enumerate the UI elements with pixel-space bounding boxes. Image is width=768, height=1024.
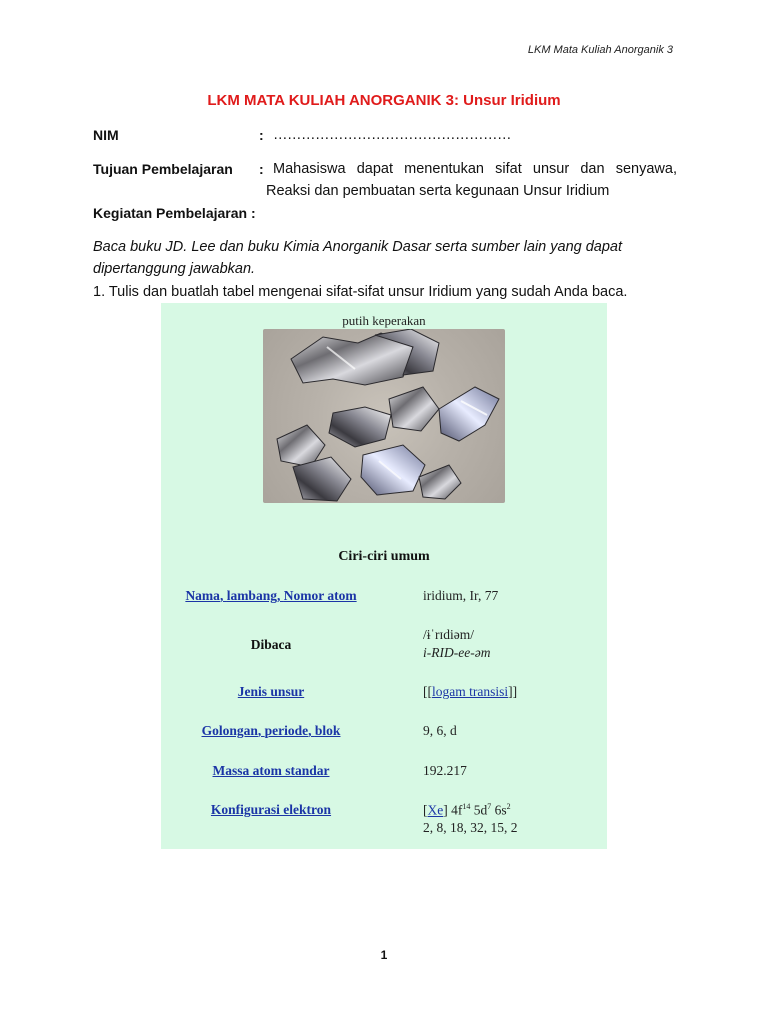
row-value-shells: 2, 8, 18, 32, 15, 2: [423, 820, 518, 835]
nim-colon: :: [259, 127, 264, 143]
bracket-open: [[: [423, 684, 432, 699]
link-blok[interactable]: blok: [314, 723, 341, 738]
row-key-massa-atom[interactable]: Massa atom standar: [212, 763, 330, 778]
tujuan-line-1: Mahasiswa dapat menentukan sifat unsur dan senyawa,: [273, 161, 677, 177]
row-value-dibaca-respelling: i-RID-ee-əm: [423, 645, 491, 660]
row-value-nama: iridium, Ir, 77: [423, 588, 499, 603]
section-title-ciri-umum: Ciri-ciri umum: [338, 549, 430, 564]
link-xe[interactable]: Xe: [427, 802, 444, 818]
tujuan-line-2: Reaksi dan pembuatan serta kegunaan Unsur Iridium: [266, 183, 610, 199]
nim-label: NIM: [93, 127, 119, 143]
link-periode[interactable]: periode: [264, 723, 309, 738]
sep: ,: [276, 588, 284, 603]
iridium-photo: [263, 329, 505, 503]
row-key-nama: [161, 588, 381, 604]
orbital-6s-count: 2: [506, 802, 511, 811]
orbital-5d-count: 7: [487, 802, 492, 811]
orbital-4f: 4f: [447, 802, 463, 818]
link-logam-transisi[interactable]: logam transisi: [432, 684, 509, 699]
row-value-massa-atom: 192.217: [423, 763, 467, 778]
iridium-crystals-image: [263, 329, 505, 503]
row-key-golongan: [161, 723, 381, 739]
row-value-jenis-unsur: [423, 684, 517, 700]
sep: ,: [308, 723, 315, 738]
tujuan-colon: :: [259, 161, 264, 177]
document-title: LKM MATA KULIAH ANORGANIK 3: Unsur Iridium: [207, 92, 561, 109]
link-nama[interactable]: Nama: [185, 588, 220, 603]
row-value-konfigurasi: [423, 802, 511, 819]
sep: ,: [219, 588, 227, 603]
link-golongan[interactable]: Golongan: [201, 723, 258, 738]
kegiatan-label: Kegiatan Pembelajaran :: [93, 205, 256, 221]
bracket-open: [: [423, 802, 428, 818]
image-caption: putih keperakan: [342, 313, 426, 328]
sep: ,: [257, 723, 265, 738]
link-nomor-atom[interactable]: Nomor atom: [283, 588, 357, 603]
row-value-dibaca-ipa: /ɨˈrɪdiəm/: [423, 627, 474, 642]
nim-field[interactable]: ……………………………………………: [273, 127, 511, 143]
task-1: 1. Tulis dan buatlah tabel mengenai sifat-sifat unsur Iridium yang sudah Anda baca.: [93, 284, 628, 300]
running-header: LKM Mata Kuliah Anorganik 3: [527, 44, 673, 56]
bracket-close: ]: [443, 802, 448, 818]
orbital-4f-count: 14: [462, 802, 471, 811]
intro-line-2: dipertanggung jawabkan.: [93, 261, 256, 277]
row-key-konfigurasi[interactable]: Konfigurasi elektron: [210, 802, 332, 817]
intro-line-1: Baca buku JD. Lee dan buku Kimia Anorganik Dasar serta sumber lain yang dapat: [93, 239, 623, 255]
row-value-golongan: 9, 6, d: [423, 723, 457, 738]
orbital-5d: 5d: [470, 802, 488, 818]
link-lambang[interactable]: lambang: [226, 588, 277, 603]
bracket-close: ]]: [508, 684, 518, 699]
orbital-6s: 6s: [491, 802, 507, 818]
tujuan-label: Tujuan Pembelajaran: [93, 161, 233, 177]
page-number: 1: [380, 948, 388, 962]
row-key-dibaca: Dibaca: [250, 637, 292, 652]
element-infobox: [161, 303, 607, 849]
row-key-jenis-unsur[interactable]: Jenis unsur: [237, 684, 305, 699]
